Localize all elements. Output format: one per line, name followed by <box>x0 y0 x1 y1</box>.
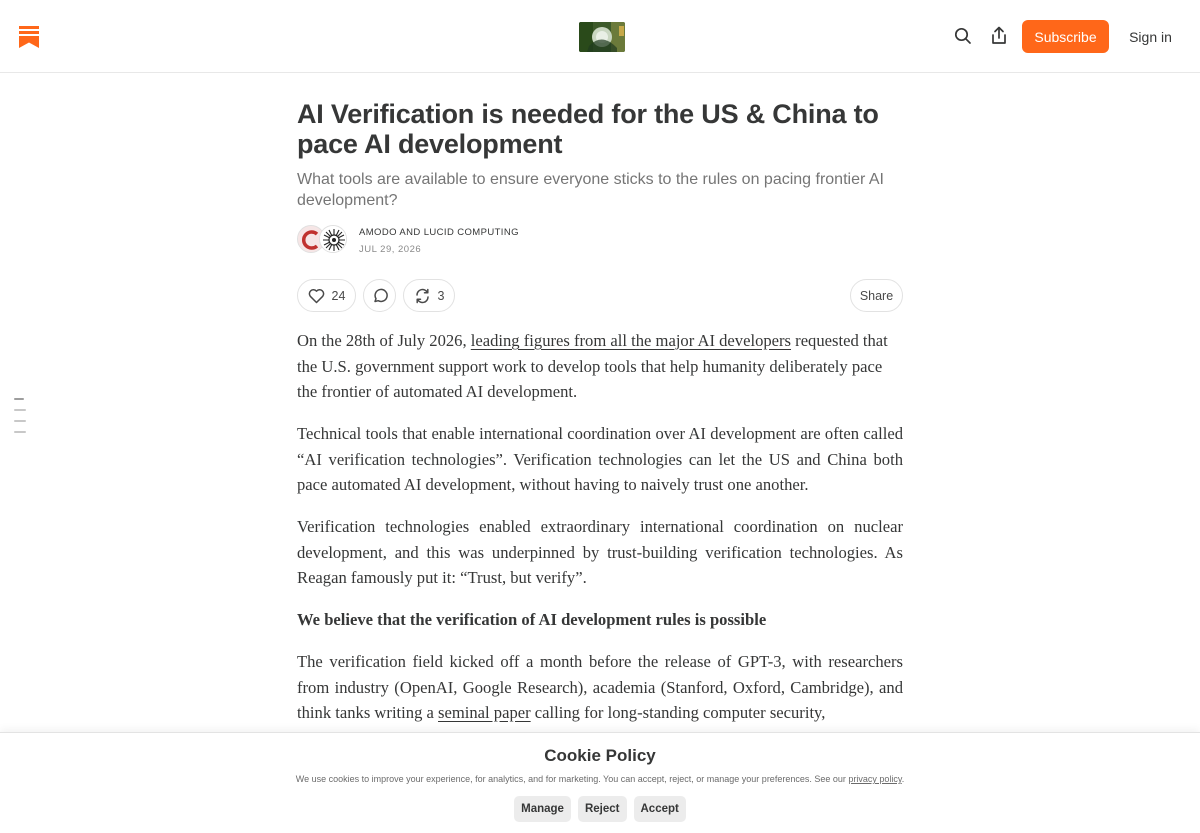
cookie-title: Cookie Policy <box>544 746 656 765</box>
paragraph-text: requested that the U.S. government support work to develop tools that help humanity deliberately pace the frontier of automated AI development. <box>297 331 888 401</box>
restack-count: 3 <box>437 288 445 303</box>
seminal-paper-link[interactable]: seminal paper <box>438 703 531 722</box>
paragraph-text: calling for long-standing computer security, <box>530 703 826 722</box>
like-button[interactable] <box>297 279 356 312</box>
top-navigation-bar <box>0 0 1200 73</box>
restack-icon <box>414 288 431 304</box>
author-name[interactable]: AMODO AND LUCID COMPUTING <box>359 227 519 238</box>
cookie-text <box>0 774 1200 784</box>
byline <box>297 225 903 261</box>
heart-icon <box>308 288 325 304</box>
article <box>297 99 903 742</box>
toc-marker[interactable] <box>14 409 26 411</box>
article-body <box>297 328 903 726</box>
toc-marker[interactable] <box>14 431 26 433</box>
toc-marker[interactable] <box>14 420 26 422</box>
privacy-policy-link[interactable]: privacy policy <box>848 774 902 784</box>
leading-figures-link[interactable]: leading figures from all the major AI developers <box>470 331 792 350</box>
reject-cookies-button[interactable]: Reject <box>578 796 627 822</box>
substack-bookmark-icon[interactable] <box>19 26 39 48</box>
publication-logo-image[interactable] <box>579 22 625 52</box>
subscribe-button[interactable]: Subscribe <box>1022 20 1109 53</box>
toc-marker[interactable] <box>14 398 24 400</box>
publish-date: JUL 29, 2026 <box>359 244 422 255</box>
paragraph <box>297 649 903 726</box>
section-heading-text: We believe that the verification of AI development rules is possible <box>297 610 767 629</box>
paragraph: Verification technologies enabled extraordinary international coordination on nuclear development, and this was underpinned by trust-building verification technologies. As Reagan famously put it: “Trust, but verify”. <box>297 517 903 587</box>
share-button[interactable]: Share <box>850 279 903 312</box>
post-actions <box>297 279 903 313</box>
manage-cookies-button[interactable]: Manage <box>514 796 571 822</box>
comment-button[interactable] <box>363 279 396 312</box>
author-avatar-lucid[interactable] <box>319 225 347 253</box>
accept-cookies-button[interactable]: Accept <box>634 796 686 822</box>
paragraph-text: On the 28th of July 2026, <box>297 331 471 350</box>
cookie-description: We use cookies to improve your experience, for analytics, and for marketing. You can accept, reject, or manage your preferences. See our <box>295 774 849 784</box>
paragraph-text: The verification field kicked off a month before the release of GPT-3, with researchers from industry (OpenAI, Google Research), academia (Stanford, Oxford, Cambridge), and think tanks writing a <box>297 652 903 722</box>
cookie-buttons <box>0 796 1200 822</box>
comment-icon <box>372 288 388 304</box>
sign-in-button[interactable]: Sign in <box>1129 28 1172 45</box>
like-count: 24 <box>331 288 346 303</box>
article-subtitle: What tools are available to ensure everyone sticks to the rules on pacing frontier AI development? <box>297 171 884 209</box>
restack-button[interactable] <box>403 279 455 312</box>
cookie-banner <box>0 732 1200 833</box>
cookie-text-end: . <box>901 774 905 784</box>
search-icon[interactable] <box>953 26 973 46</box>
paragraph <box>297 328 903 405</box>
paragraph: Technical tools that enable international coordination over AI development are often called “AI verification technologies”. Verification technologies can let the US and China both pace automated AI development, without having to naively trust one another. <box>297 424 903 494</box>
share-upload-icon[interactable] <box>989 26 1009 46</box>
section-heading <box>297 607 903 633</box>
article-title: AI Verification is needed for the US & China to pace AI development <box>297 99 879 159</box>
table-of-contents-markers[interactable] <box>14 398 26 442</box>
